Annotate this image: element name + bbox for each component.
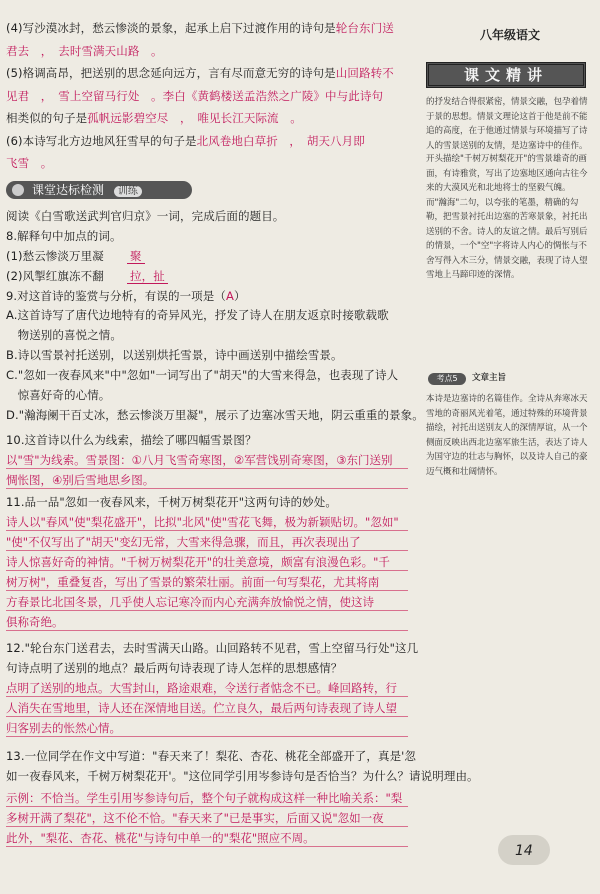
q12-answer: 点明了送别的地点。大雪封山，路途艰难，令送行者惦念不已。峰回路转，行 [6, 680, 408, 697]
q11-answer: 方春景比北国冬景，几乎使人忘记寒冷而内心充满奔放愉悦之情，使这诗 [6, 594, 408, 611]
q9-option: B.诗以雪景衬托送别，以送别烘托雪景，诗中画送别中描绘雪景。 [6, 348, 343, 362]
q12-stem: 句诗点明了送别的地点？最后两句诗表现了诗人怎样的思想感情？ [6, 661, 343, 675]
q11-answer: 诗人惊喜好奇的神情。"千树万树梨花开"的壮美意境，颇富有浪漫色彩。"千 [6, 554, 408, 571]
q9-stem [6, 288, 412, 304]
answer-text: 见君 ， 雪上空留马行处 。李白《黄鹤楼送孟浩然之广陵》中与此诗句 [6, 88, 384, 103]
q9-option: C."忽如一夜春风来"中"忽如"一词写出了"胡天"的大雪来得急，也表现了诗人 [6, 368, 399, 382]
q10-answer: 以"雪"为线索。雪景图：①八月飞雪奇寒图，②军营饯别奇寒图，③东门送别 [6, 452, 408, 469]
q13-answer: 此外，"梨花、杏花、桃花"与诗句中单一的"梨花"照应不周。 [6, 830, 408, 847]
q11-answer: 诗人以"春风"使"梨花盛开"，比拟"北风"使"雪花飞舞，极为新颖贴切。"忽如" [6, 514, 408, 531]
question-line [6, 155, 412, 171]
q11-answer: "使"不仅写出了"胡天"变幻无常，大雪来得急骤，而且，再次表现出了 [6, 534, 408, 551]
question-text: (1)愁云惨淡万里凝 [6, 249, 104, 263]
section-icon [12, 184, 24, 196]
q9-option: 惊喜好奇的心情。 [6, 388, 111, 402]
section-label [6, 181, 192, 199]
q11-stem: 11.品一品"忽如一夜春风来，千树万树梨花开"这两句诗的妙处。 [6, 495, 337, 509]
answer-text: 君去 ， 去时雪满天山路 。 [6, 43, 163, 58]
q9-option: 物送别的喜悦之情。 [6, 328, 122, 342]
answer-text: 山回路转不 [335, 66, 394, 80]
q13-answer: 多树开满了梨花"，这不伦不恰。"春天来了"已是事实，后面又说"忽如一夜 [6, 810, 408, 827]
q8-stem: 8.解释句中加点的词。 [6, 229, 122, 243]
q13-stem: 如一夜春风来，千树万树梨花开'。"这位同学引用岑参诗句是否恰当？为什么？请说明理由。 [6, 769, 479, 783]
answer-text: 聚 [127, 249, 145, 264]
q12-stem: 12."轮台东门送君去，去时雪满天山路。山回路转不见君，雪上空留马行处"这几 [6, 641, 419, 655]
section-label-text: 课堂达标检测 [32, 183, 105, 197]
question-text: (5)格调高昂，把送别的思念延向远方，言有尽而意无穷的诗句是 [6, 66, 336, 80]
question-text: (4)写沙漠冰封，愁云惨淡的景象，起承上启下过渡作用的诗句是 [6, 21, 336, 35]
question-line [6, 65, 412, 81]
question-line [6, 88, 412, 104]
sidebar-paragraph-3: 本诗是边塞诗的名篇佳作。全诗从奔寒冰天雪地的奇丽风光着笔，通过特殊的环境背景描绘，衬托出送别友人的深情厚谊，从一个侧面反映出西北边塞军旅生活，表达了诗人为国守边的壮志与胸怀，以及诗人自己的豪迈气概和壮阔情怀。 [426, 394, 588, 477]
q13-answer: 示例：不恰当。学生引用岑参诗句后，整个句子就构成这样一种比喻关系："梨 [6, 790, 408, 807]
question-text: (2)风掣红旗冻不翻 [6, 269, 104, 283]
sidebar-paragraph-2: 开头描绘"千树万树梨花开"的雪景雄奇的画面，有诗雅赏，写出了边塞地区通向古往今来的大漠风光和北地将士的坚毅气魄。而"瀚海"二句，以夸张的笔墨，精确的勾勒，把雪景衬托出边塞的苦寒景象，衬托出送别的不舍。诗人的友谊之情。最后写别后的情景，一个"空"字将诗人内心的惆怅与不舍写得入木三分，情景交融，表现了诗人望雪地上马蹄印迹的深情。 [426, 154, 588, 280]
q9-option: A.这首诗写了唐代边地特有的奇异风光，抒发了诗人在朋友返京时接歌载歌 [6, 308, 389, 322]
answer-text: 北风卷地白草折 ， 胡天八月即 [196, 133, 365, 148]
point-badge: 考点5 [428, 373, 466, 385]
reading-intro: 阅读《白雪歌送武判官归京》一词，完成后面的题目。 [6, 209, 285, 223]
answer-text: 飞雪 。 [6, 156, 53, 170]
question-line [6, 43, 412, 59]
question-line [6, 110, 412, 126]
page-number: 14 [515, 843, 533, 859]
question-text: 9.对这首诗的鉴赏与分析，有误的一项是（ [6, 289, 226, 303]
question-line [6, 20, 412, 36]
question-line [6, 133, 412, 149]
q13-stem: 13.一位同学在作文中写道："春天来了！梨花、杏花、桃花全部盛开了，真是'忽 [6, 749, 417, 763]
sidebar-paragraph-1: 的抒发结合得很紧密，情景交融，包孕着情于景的思想。情景文理论这首于他是前不能追的高度，在于他通过情景与环境描写了诗人的雪景送别的友情，是边塞诗中的佳作。 [426, 97, 588, 151]
q10-stem: 10.这首诗以什么为线索，描绘了哪四幅雪景图？ [6, 433, 257, 447]
subject-header: 八年级语文 [480, 28, 541, 42]
q12-answer: 人消失在雪地里，诗人还在深情地目送。伫立良久，最后两句诗表现了诗人望 [6, 700, 408, 717]
answer-text: 孤帆远影碧空尽 ， 唯见长江天际流 。 [87, 111, 302, 125]
answer-text: 拉，扯 [127, 269, 168, 284]
q12-answer: 归客别去的怅然心情。 [6, 720, 408, 737]
q8-item [6, 248, 412, 264]
q10-answer: 惆怅图，④别后雪地思乡图。 [6, 472, 408, 489]
q8-item [6, 268, 412, 284]
answer-text: 轮台东门送 [335, 21, 394, 35]
q9-answer: A [225, 289, 234, 303]
q11-answer: 树万树"，重叠复沓，写出了雪景的繁荣壮丽。前面一句写梨花，尤其将南 [6, 574, 408, 591]
question-text: (6)本诗写北方边地风狂雪早的句子是 [6, 133, 197, 148]
question-text: ） [233, 289, 246, 303]
section-badge: 训练 [114, 186, 142, 197]
question-text: 相类似的句子是 [6, 111, 88, 125]
point-title: 文章主旨 [472, 373, 507, 383]
sidebar-title: 课文精讲 [426, 62, 586, 88]
q9-option: D."瀚海阑干百丈冰，愁云惨淡万里凝"，展示了边塞冰雪天地，阴云重重的景象。 [6, 408, 424, 422]
q11-answer: 俱称奇绝。 [6, 614, 408, 631]
